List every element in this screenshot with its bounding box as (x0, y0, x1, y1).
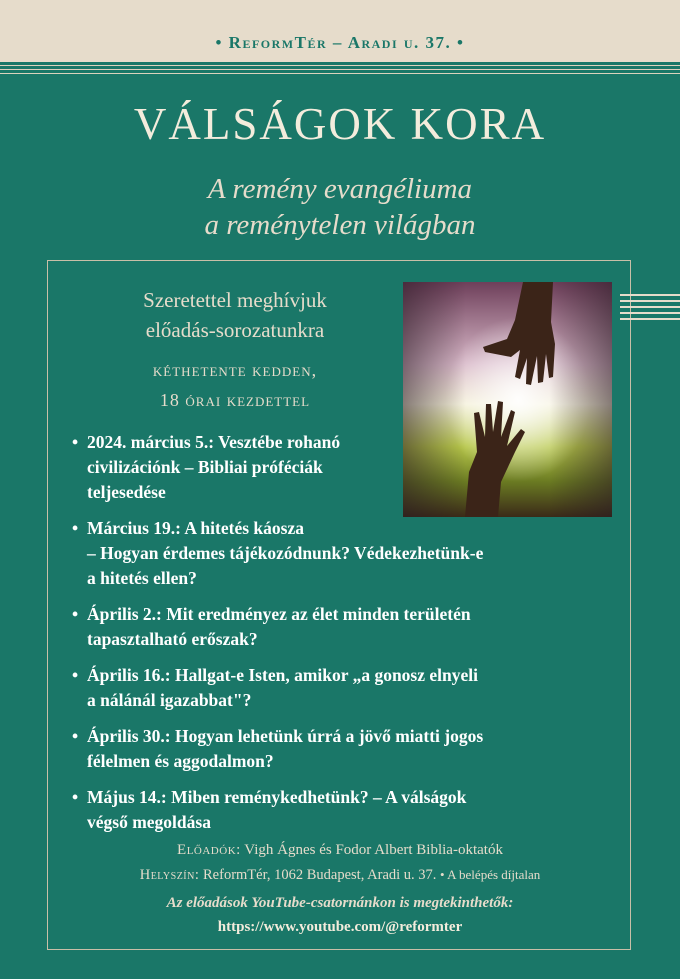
location-label: Helyszín: (139, 867, 200, 883)
program-list (72, 430, 592, 835)
schedule-text (70, 355, 400, 415)
location-line (48, 867, 632, 884)
speakers-label: Előadók: (177, 842, 241, 858)
band-divider (0, 73, 680, 74)
program-item: • Május 14.: Miben reménykedhetünk? – A válságok végső megoldása (72, 785, 592, 835)
program-item: • 2024. március 5.: Vesztébe rohanó civilizációnk – Bibliai próféciák teljesedése (72, 430, 592, 505)
program-line: 2024. március 5.: Vesztébe rohanó (87, 432, 341, 452)
program-item: • Március 19.: A hitetés káosza – Hogyan érdemes tájékozódnunk? Védekezhetünk-e a hitetés ellen? (72, 516, 592, 591)
program-line: tapasztalható erőszak? (87, 629, 258, 649)
program-line: Március 19.: A hitetés káosza (87, 518, 304, 538)
band-divider (0, 69, 680, 70)
program-line: Április 2.: Mit eredményez az élet minden területén (87, 604, 471, 624)
subtitle-line: A remény evangéliuma (207, 173, 473, 205)
subtitle-line: a reménytelen világban (204, 209, 476, 241)
schedule-line: 18 órai kezdettel (159, 390, 311, 410)
program-line: teljesedése (87, 482, 166, 502)
invitation-text (70, 285, 400, 345)
program-line: Április 30.: Hogyan lehetünk úrrá a jövő miatti jogos (87, 726, 484, 746)
event-subtitle (0, 171, 680, 243)
youtube-note: Az előadások YouTube-csatornánkon is megtekinthetők: (166, 895, 514, 911)
program-line: civilizációnk – Bibliai próféciák (87, 457, 323, 477)
youtube-url[interactable]: https://www.youtube.com/@reformter (217, 919, 463, 935)
band-divider (0, 65, 680, 66)
speakers-names: Vigh Ágnes és Fodor Albert Biblia-oktatók (244, 842, 503, 858)
program-line: Május 14.: Miben reménykedhetünk? – A válságok (87, 787, 467, 807)
program-item: • Április 16.: Hallgat-e Isten, amikor „a gonosz elnyeli a nálánál igazabbat"? (72, 663, 592, 713)
speakers-line (48, 842, 632, 859)
schedule-line: kéthetente kedden, (152, 360, 318, 380)
invitation-line: előadás-sorozatunkra (145, 318, 325, 342)
program-line: végső megoldása (87, 812, 211, 832)
program-line: a hitetés ellen? (87, 568, 197, 588)
program-item: • Április 30.: Hogyan lehetünk úrrá a jövő miatti jogos félelmen és aggodalmon? (72, 724, 592, 774)
entry-note: • A belépés díjtalan (440, 867, 541, 882)
program-line: Április 16.: Hallgat-e Isten, amikor „a gonosz elnyeli (87, 665, 478, 685)
venue-heading: • ReformTér – Aradi u. 37. • (215, 33, 465, 52)
program-line: – Hogyan érdemes tájékozódnunk? Védekezhetünk-e (87, 543, 484, 563)
program-line: félelmen és aggodalmon? (87, 751, 274, 771)
location-address: ReformTér, 1062 Budapest, Aradi u. 37. (203, 867, 437, 883)
event-title: VÁLSÁGOK KORA (133, 99, 547, 149)
program-item: • Április 2.: Mit eredményez az élet minden területén tapasztalható erőszak? (72, 602, 592, 652)
decorative-lines (620, 294, 680, 324)
header-band (0, 0, 680, 62)
program-line: a nálánál igazabbat"? (87, 690, 252, 710)
invitation-line: Szeretettel meghívjuk (143, 288, 327, 312)
